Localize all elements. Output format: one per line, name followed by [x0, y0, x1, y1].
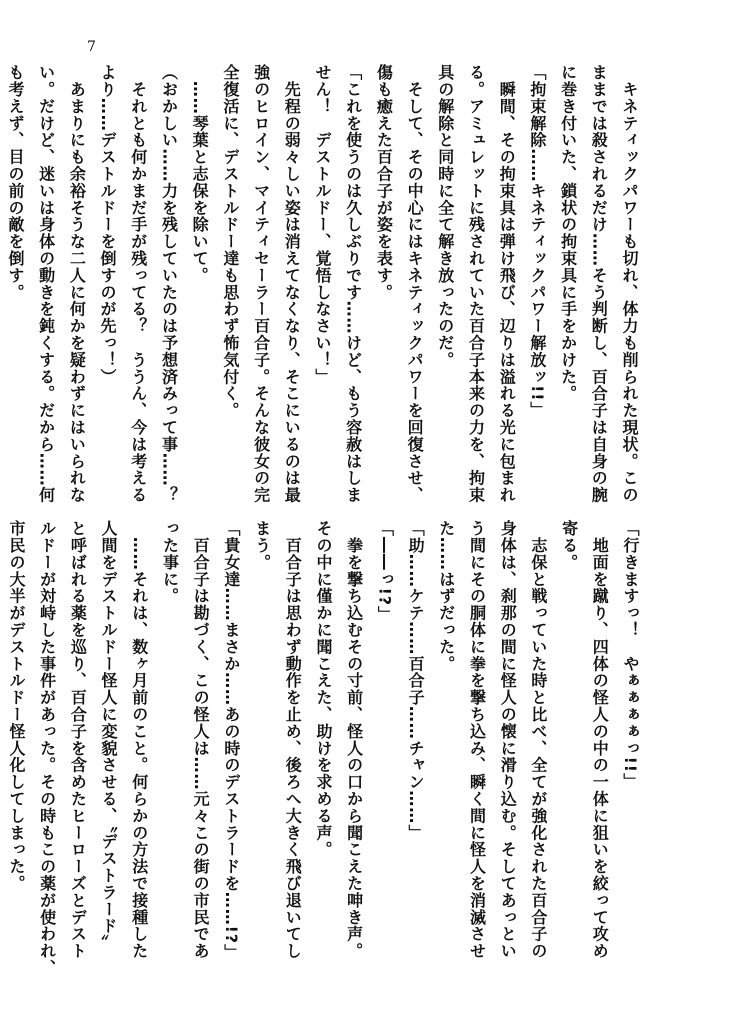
text-line: 「拘束解除……キネティックパワー解放ッ!!」 [527, 64, 547, 419]
text-line: 百合子は思わず動作を止め、後ろへ大きく飛び退いてし [283, 520, 303, 960]
text-line: 寄る。 [559, 520, 579, 571]
text-line: 「――っ!?」 [375, 520, 395, 623]
text-line: それとも何かまだ手が残ってる？ ううん、今は考える [128, 64, 148, 504]
text-line: 志保と戦っていた時と比べ、全てが強化された百合子の [528, 520, 548, 960]
text-line: ……それは、数ヶ月前のこと。何らかの方法で接種した [129, 520, 149, 960]
text-line: 身体は、刹那の間に怪人の懐に滑り込む。そしてあっとい [498, 520, 518, 960]
text-line: （おかしい……力を残していたのは予想済みって事……？ [159, 64, 179, 504]
text-line: る。アミュレットに残されていた百合子本来の力を、拘束 [466, 64, 486, 504]
text-line: キネティックパワーも切れ、体力も削られた現状。この [620, 64, 639, 504]
text-line: より……デストルドーを倒すのが先っ！） [98, 64, 118, 386]
text-line: に巻き付いた、鎖状の拘束具に手をかけた。 [558, 64, 578, 402]
page-number: 7 [87, 39, 96, 55]
text-line: 瞬間、その拘束具は弾け飛び、辺りは溢れる光に包まれ [497, 64, 517, 504]
text-line: 市民の大半がデストルドー怪人化してしまった。 [6, 520, 26, 892]
text-line: あまりにも余裕そうな二人に何かを疑わずにはいられな [67, 64, 87, 504]
text-block-bottom [0, 520, 645, 977]
text-line: せん！ デストルドー、覚悟しなさい！」 [312, 64, 332, 386]
text-line: まう。 [252, 520, 272, 571]
text-line: い。だけど、迷いは身体の動きを鈍くする。だから……何 [36, 64, 56, 504]
text-block-top [0, 64, 644, 504]
text-line: 地面を蹴り、四体の怪人の中の一体に狙いを絞って攻め [590, 520, 610, 960]
text-line: 「行きますっ！ やぁぁぁぁっ!!」 [621, 520, 640, 790]
text-line: 「助……ケテ……百合子……チャン……」 [406, 520, 426, 842]
text-line: 百合子は勘づく、この怪人は……元々この街の市民であ [191, 520, 211, 960]
text-line: う間にその胴体に拳を撃ち込み、瞬く間に怪人を消滅させ [467, 520, 487, 960]
text-line: 「これを使うのは久しぶりです……けど、もう容赦はしま [343, 64, 363, 504]
text-line: 全復活に、デストルドー達も思わず怖気付く。 [220, 64, 240, 419]
text-line: ……琴葉と志保を除いて。 [190, 64, 210, 284]
text-line: 「貴女達……まさか……あの時のデストラードを……!?」 [221, 520, 241, 961]
text-line: 強のヒロイン、マイティセーラー百合子。そんな彼女の完 [251, 64, 271, 504]
text-line: ルドーが対峙した事件があった。その時もこの薬が使われ、 [37, 520, 57, 977]
text-line: そして、その中心にはキネティックパワーを回復させ、 [405, 64, 425, 504]
text-line: 拳を撃ち込むその寸前、怪人の口から聞こえた呻き声。 [344, 520, 364, 960]
text-line: った事に。 [160, 520, 180, 605]
text-line: 先程の弱々しい姿は消えてなくなり、そこにいるのは最 [282, 64, 302, 504]
text-line: た……はずだった。 [436, 520, 456, 673]
text-line: ままでは殺されるだけ……そう判断し、百合子は自身の腕 [589, 64, 609, 504]
text-line: その中に僅かに聞こえた、助けを求める声。 [313, 520, 333, 858]
text-line: も考えず、目の前の敵を倒す。 [5, 64, 25, 301]
text-line: 傷も癒えた百合子が姿を表す。 [374, 64, 394, 301]
text-line: と呼ばれる薬を巡り、百合子を含めたヒーローズとデスト [68, 520, 88, 960]
text-line: 人間をデストルドー怪人に変貌させる、〝デストラード〟 [99, 520, 119, 952]
text-line: 具の解除と同時に全て解き放ったのだ。 [435, 64, 455, 369]
